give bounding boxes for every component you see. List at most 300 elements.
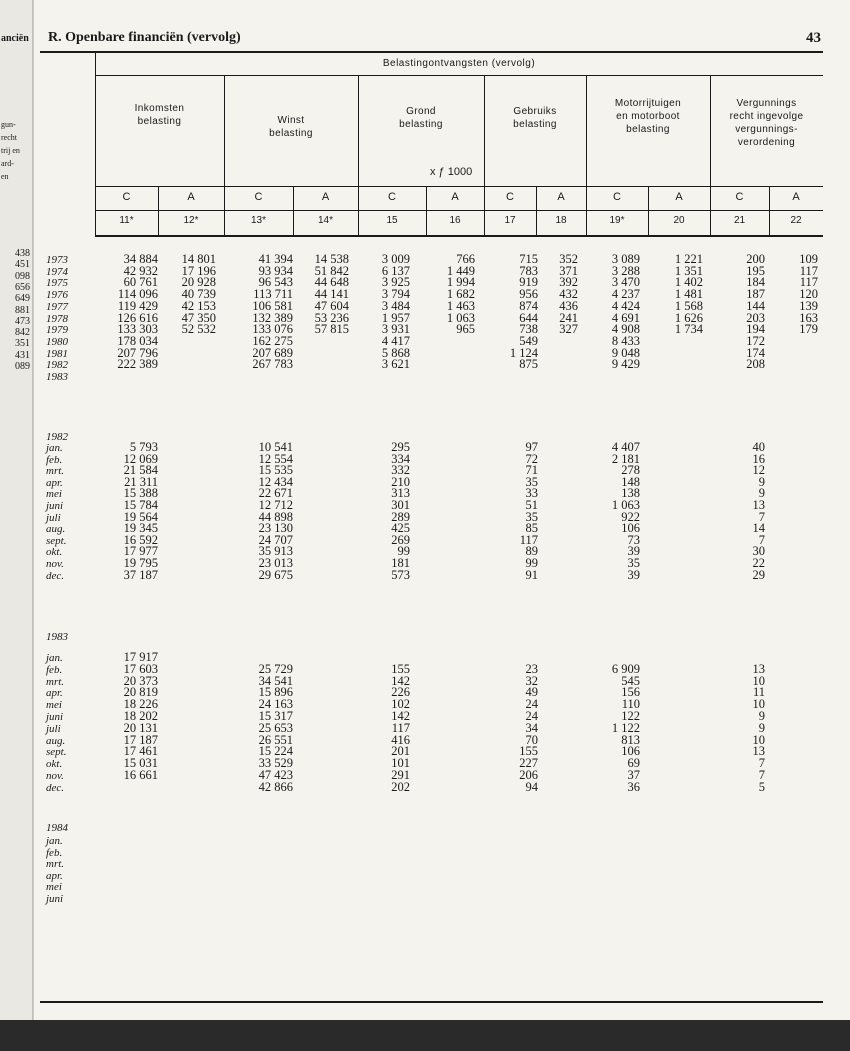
table-cell: 332 — [391, 463, 410, 478]
table-cell: 226 — [391, 685, 410, 700]
table-cell: 114 096 — [117, 287, 158, 302]
strip-number: 451 — [15, 259, 30, 271]
table-cell: 313 — [391, 486, 410, 501]
table-cell: 29 — [752, 567, 765, 582]
column-group-header — [586, 97, 710, 136]
column-ca-label: A — [675, 191, 683, 203]
table-cell: 573 — [391, 567, 410, 582]
table-cell: 91 — [525, 567, 538, 582]
table-cell: 202 — [391, 779, 410, 794]
row-label: 1981 — [46, 347, 68, 360]
table-cell: 4 691 — [611, 310, 640, 325]
table-cell: 4 237 — [611, 287, 640, 302]
group-divider — [358, 75, 359, 237]
table-cell: 89 — [525, 544, 538, 559]
table-cell: 3 484 — [381, 298, 410, 313]
table-cell: 32 — [525, 673, 538, 688]
table-cell: 37 187 — [123, 567, 158, 582]
table-cell: 40 — [752, 440, 765, 454]
table-cell: 549 — [519, 333, 538, 348]
table-cell: 93 934 — [258, 263, 293, 278]
column-group-header — [710, 97, 823, 149]
table-cell: 21 584 — [123, 463, 158, 478]
table-cell: 69 — [627, 756, 640, 771]
column-group-line: verordening — [737, 137, 796, 148]
table-cell: 416 — [391, 732, 410, 747]
table-cell: 39 — [627, 567, 640, 582]
month-label: mrt. — [46, 858, 65, 871]
year-1984-label: 1984 — [46, 822, 68, 834]
table-cell: 44 141 — [314, 287, 349, 302]
row-label: okt. — [46, 546, 63, 559]
table-cell: 289 — [391, 509, 410, 524]
year-1983-label: 1983 — [46, 631, 68, 643]
table-cell: 15 031 — [123, 756, 158, 771]
table-cell: 207 796 — [117, 345, 158, 360]
table-cell: 33 529 — [258, 756, 293, 771]
table-cell: 17 917 — [123, 650, 158, 664]
row-label: 1978 — [46, 312, 68, 325]
table-cell: 156 — [621, 685, 640, 700]
column-group-line: belasting — [269, 128, 313, 139]
table-title: Belastingontvangsten (vervolg) — [382, 58, 536, 69]
table-cell: 184 — [746, 275, 765, 290]
column-ca-label: C — [388, 191, 396, 203]
table-cell: 327 — [559, 322, 578, 337]
table-cell: 1 402 — [674, 275, 703, 290]
table-cell: 17 187 — [123, 732, 158, 747]
row-label: nov. — [46, 770, 64, 782]
row-label: juli — [46, 722, 61, 735]
table-cell: 52 532 — [181, 322, 216, 337]
strip-number: 842 — [15, 327, 30, 339]
row-label: 1977 — [46, 300, 68, 313]
table-cell: 57 815 — [314, 322, 349, 337]
table-cell: 1 626 — [674, 310, 703, 325]
table-cell: 200 — [746, 252, 765, 266]
column-ca-label: C — [254, 191, 263, 203]
table-cell: 117 — [799, 275, 818, 290]
table-cell: 10 — [752, 732, 765, 747]
strip-number: 431 — [15, 349, 30, 361]
row-label: jan. — [46, 442, 63, 454]
row-label: okt. — [46, 758, 63, 771]
table-row — [40, 372, 830, 383]
column-number: 21 — [733, 215, 746, 226]
month-label: feb. — [46, 846, 63, 859]
table-cell: 352 — [559, 252, 578, 266]
row-label: apr. — [46, 476, 63, 489]
title-rule — [95, 75, 823, 76]
table-cell: 1 463 — [446, 298, 475, 313]
table-cell: 21 311 — [124, 474, 158, 489]
column-number: 19* — [609, 215, 625, 226]
month-label: jan. — [46, 835, 63, 847]
table-cell: 919 — [519, 275, 538, 290]
table-cell: 9 048 — [611, 345, 640, 360]
table-cell: 7 — [758, 756, 765, 771]
column-number: 11* — [119, 215, 134, 226]
column-group-line: belasting — [399, 119, 443, 130]
table-cell: 42 866 — [258, 779, 293, 794]
table-cell: 201 — [391, 744, 410, 759]
group-divider — [484, 75, 485, 237]
table-cell: 99 — [397, 544, 410, 559]
table-cell: 47 423 — [258, 768, 293, 782]
table-cell: 15 896 — [258, 685, 293, 700]
table-cell: 1 351 — [674, 263, 703, 278]
table-cell: 24 — [525, 697, 538, 712]
table-cell: 71 — [525, 463, 538, 478]
table-cell: 113 711 — [253, 287, 293, 302]
table-cell: 12 069 — [123, 451, 158, 466]
bottom-rule — [40, 1001, 823, 1003]
table-cell: 16 592 — [123, 532, 158, 547]
row-label: juni — [46, 500, 64, 512]
table-cell: 5 793 — [129, 440, 158, 454]
table-cell: 15 535 — [258, 463, 293, 478]
column-number: 16 — [449, 215, 461, 226]
column-group-line: recht ingevolge — [729, 111, 804, 122]
table-cell: 47 350 — [181, 310, 216, 325]
table-left-border — [95, 53, 96, 237]
table-cell: 3 931 — [381, 322, 410, 337]
table-cell: 7 — [758, 509, 765, 524]
column-number: 22 — [790, 215, 802, 226]
table-cell: 47 604 — [314, 298, 349, 313]
table-cell: 25 653 — [258, 720, 293, 735]
table-cell: 10 — [752, 697, 765, 712]
table-cell: 174 — [746, 345, 765, 360]
table-cell: 334 — [391, 451, 410, 466]
column-number: 15 — [386, 215, 398, 226]
table-cell: 17 461 — [123, 744, 158, 759]
table-cell: 40 739 — [181, 287, 216, 302]
table-cell: 119 429 — [117, 298, 158, 313]
row-label: 1973 — [46, 254, 68, 266]
strip-number: 438 — [15, 248, 30, 259]
table-cell: 1 957 — [381, 310, 410, 325]
group-rule — [95, 186, 823, 187]
ca-rule — [95, 210, 823, 211]
table-cell: 17 977 — [123, 544, 158, 559]
table-cell: 20 928 — [181, 275, 216, 290]
row-label: apr. — [46, 687, 63, 700]
table-cell: 155 — [391, 661, 410, 676]
page-number: 43 — [806, 30, 821, 46]
column-group-line: belasting — [626, 124, 670, 135]
column-group-line: Winst — [277, 115, 305, 126]
table-cell: 545 — [621, 673, 640, 688]
table-cell: 138 — [621, 486, 640, 501]
table-cell: 3 794 — [381, 287, 410, 302]
table-cell: 23 130 — [258, 521, 293, 536]
table-cell: 1 734 — [674, 322, 703, 337]
table-cell: 4 417 — [381, 333, 410, 348]
table-cell: 956 — [519, 287, 538, 302]
table-cell: 44 898 — [258, 509, 293, 524]
table-cell: 269 — [391, 532, 410, 547]
table-cell: 1 682 — [446, 287, 475, 302]
table-cell: 15 388 — [123, 486, 158, 501]
table-cell: 425 — [391, 521, 410, 536]
table-cell: 96 543 — [258, 275, 293, 290]
table-cell: 70 — [525, 732, 538, 747]
row-label: aug. — [46, 523, 66, 536]
column-ca-label: C — [122, 191, 131, 203]
table-cell: 35 913 — [258, 544, 293, 559]
table-cell: 12 712 — [258, 498, 293, 512]
table-cell: 24 — [525, 709, 538, 723]
table-cell: 30 — [752, 544, 765, 559]
table-cell: 4 424 — [611, 298, 640, 313]
table-row — [40, 650, 830, 664]
table-cell: 94 — [525, 779, 538, 794]
table-cell: 874 — [519, 298, 538, 313]
table-cell: 16 — [752, 451, 765, 466]
table-cell: 9 — [758, 474, 765, 489]
strip-word: gun- — [1, 120, 16, 129]
table-cell: 1 124 — [509, 345, 538, 360]
table-cell: 922 — [621, 509, 640, 524]
table-cell: 1 568 — [674, 298, 703, 313]
table-cell: 106 — [621, 744, 640, 759]
table-cell: 13 — [752, 498, 765, 512]
table-cell: 106 581 — [252, 298, 293, 313]
row-label: juni — [46, 711, 64, 723]
column-ca-label: A — [321, 191, 330, 203]
strip-word: recht — [1, 133, 17, 142]
table-cell: 19 345 — [123, 521, 158, 536]
table-cell: 110 — [621, 697, 640, 712]
table-cell: 11 — [752, 685, 765, 700]
table-cell: 17 603 — [123, 661, 158, 676]
table-cell: 172 — [746, 333, 765, 348]
table-cell: 117 — [519, 532, 538, 547]
table-cell: 51 — [525, 498, 538, 512]
table-cell: 155 — [519, 744, 538, 759]
table-cell: 34 541 — [258, 673, 293, 688]
table-cell: 3 089 — [611, 252, 640, 266]
table-cell: 6 137 — [381, 263, 410, 278]
column-number: 18 — [555, 215, 567, 226]
strip-number: 473 — [15, 315, 30, 327]
table-cell: 9 — [758, 720, 765, 735]
table-cell: 1 063 — [611, 498, 640, 512]
table-cell: 965 — [456, 322, 475, 337]
column-number: 14* — [317, 215, 333, 226]
column-ca-label: C — [506, 191, 514, 203]
table-cell: 53 236 — [314, 310, 349, 325]
table-cell: 5 868 — [381, 345, 410, 360]
table-cell: 101 — [391, 756, 410, 771]
row-label: 1975 — [46, 277, 68, 290]
table-cell: 392 — [559, 275, 578, 290]
table-cell: 24 707 — [258, 532, 293, 547]
table-cell: 133 303 — [117, 322, 158, 337]
table-cell: 163 — [799, 310, 818, 325]
table-cell: 813 — [621, 732, 640, 747]
row-label: mei — [46, 699, 62, 712]
table-cell: 10 541 — [258, 440, 293, 454]
table-cell: 5 — [758, 779, 765, 794]
table-cell: 126 616 — [117, 310, 158, 325]
row-label: feb. — [46, 663, 63, 676]
row-label: 1983 — [46, 371, 68, 383]
table-cell: 37 — [627, 768, 640, 782]
table-cell: 25 729 — [258, 661, 293, 676]
table-cell: 4 908 — [611, 322, 640, 337]
table-cell: 144 — [746, 298, 765, 313]
table-cell: 22 671 — [258, 486, 293, 501]
table-cell: 139 — [799, 298, 818, 313]
column-group-line: belasting — [513, 119, 557, 130]
table-cell: 227 — [519, 756, 538, 771]
table-cell: 142 — [391, 673, 410, 688]
table-cell: 3 925 — [381, 275, 410, 290]
table-cell: 766 — [456, 252, 475, 266]
table-cell: 1 481 — [674, 287, 703, 302]
column-group-header — [484, 105, 586, 131]
strip-number: 881 — [15, 304, 30, 316]
table-cell: 99 — [525, 556, 538, 570]
table-cell: 14 — [752, 521, 765, 536]
table-cell: 241 — [559, 310, 578, 325]
table-cell: 432 — [559, 287, 578, 302]
table-cell: 10 — [752, 673, 765, 688]
strip-word: ard- — [1, 159, 14, 168]
row-label: dec. — [46, 569, 65, 582]
table-cell: 20 373 — [123, 673, 158, 688]
row-label: jan. — [46, 652, 63, 664]
table-cell: 26 551 — [258, 732, 293, 747]
table-cell: 15 784 — [123, 498, 158, 512]
table-cell: 117 — [799, 263, 818, 278]
table-cell: 35 — [627, 556, 640, 570]
table-cell: 109 — [799, 252, 818, 266]
table-cell: 44 648 — [314, 275, 349, 290]
row-label: aug. — [46, 734, 66, 747]
table-cell: 23 — [525, 661, 538, 676]
table-cell: 13 — [752, 744, 765, 759]
table-cell: 20 819 — [123, 685, 158, 700]
column-ca-label: A — [792, 191, 800, 203]
table-cell: 875 — [519, 357, 538, 372]
row-label: 1979 — [46, 324, 68, 337]
table-cell: 24 163 — [258, 697, 293, 712]
table-cell: 12 554 — [258, 451, 293, 466]
column-group-header — [95, 102, 224, 128]
table-cell: 132 389 — [252, 310, 293, 325]
table-cell: 42 932 — [123, 263, 158, 278]
table-cell: 7 — [758, 768, 765, 782]
table-cell: 49 — [525, 685, 538, 700]
strip-heading: anciën — [1, 33, 29, 44]
table-cell: 13 — [752, 661, 765, 676]
table-cell: 3 621 — [381, 357, 410, 372]
table-cell: 102 — [391, 697, 410, 712]
table-cell: 162 275 — [252, 333, 293, 348]
column-number: 13* — [250, 215, 266, 226]
table-cell: 15 224 — [258, 744, 293, 759]
table-cell: 12 — [752, 463, 765, 478]
table-cell: 14 801 — [181, 252, 216, 266]
table-cell: 23 013 — [258, 556, 293, 570]
table-cell: 41 394 — [258, 252, 293, 266]
table-cell: 3 009 — [381, 252, 410, 266]
strip-word: en — [1, 172, 9, 181]
strip-number: 098 — [15, 270, 30, 282]
table-cell: 206 — [519, 768, 538, 782]
row-label: 1974 — [46, 265, 68, 278]
strip-number: 089 — [15, 361, 30, 372]
month-label: mei — [46, 881, 62, 894]
row-label: 1982 — [46, 359, 68, 372]
table-cell: 3 470 — [611, 275, 640, 290]
row-label: feb. — [46, 453, 63, 466]
column-number: 17 — [504, 215, 516, 226]
row-label: mrt. — [46, 675, 65, 688]
column-group-header — [224, 114, 358, 140]
table-cell: 1 063 — [446, 310, 475, 325]
table-cell: 1 122 — [611, 720, 640, 735]
table-cell: 644 — [519, 310, 538, 325]
column-ca-label: C — [735, 191, 744, 203]
row-label: mei — [46, 488, 62, 501]
table-cell: 120 — [799, 287, 818, 302]
table-cell: 148 — [621, 474, 640, 489]
table-cell: 19 795 — [123, 556, 158, 570]
table-cell: 9 429 — [611, 357, 640, 372]
table-cell: 179 — [799, 322, 818, 337]
column-number: 12* — [183, 215, 199, 226]
table-cell: 122 — [621, 709, 640, 723]
month-label: apr. — [46, 869, 63, 882]
table-cell: 291 — [391, 768, 410, 782]
column-group-line: Grond — [406, 106, 436, 117]
row-label: 1980 — [46, 335, 68, 348]
column-ca-label: C — [613, 191, 621, 203]
table-cell: 371 — [559, 263, 578, 278]
table-cell: 207 689 — [252, 345, 293, 360]
table-cell: 187 — [746, 287, 765, 302]
table-cell: 9 — [758, 709, 765, 723]
table-cell: 278 — [621, 463, 640, 478]
column-group-line: Gebruiks — [513, 106, 557, 117]
table-cell: 117 — [391, 720, 410, 735]
row-label: 1976 — [46, 289, 68, 302]
table-cell: 133 076 — [252, 322, 293, 337]
table-cell: 1 449 — [446, 263, 475, 278]
table-cell: 181 — [391, 556, 410, 570]
table-cell: 436 — [559, 298, 578, 313]
table-cell: 3 288 — [611, 263, 640, 278]
table-cell: 301 — [391, 498, 410, 512]
column-group-line: Motorrijtuigen — [614, 98, 682, 109]
previous-page-strip — [0, 0, 34, 1020]
table-cell: 85 — [525, 521, 538, 536]
strip-word: trij en — [1, 146, 20, 155]
unit-label: x ƒ 1000 — [430, 166, 473, 178]
table-cell: 295 — [391, 440, 410, 454]
table-cell: 14 538 — [314, 252, 349, 266]
table-cell: 15 317 — [258, 709, 293, 723]
column-ca-label: A — [557, 191, 565, 203]
group-divider — [224, 75, 225, 237]
table-cell: 738 — [519, 322, 538, 337]
table-cell: 51 842 — [314, 263, 349, 278]
table-cell: 715 — [519, 252, 538, 266]
